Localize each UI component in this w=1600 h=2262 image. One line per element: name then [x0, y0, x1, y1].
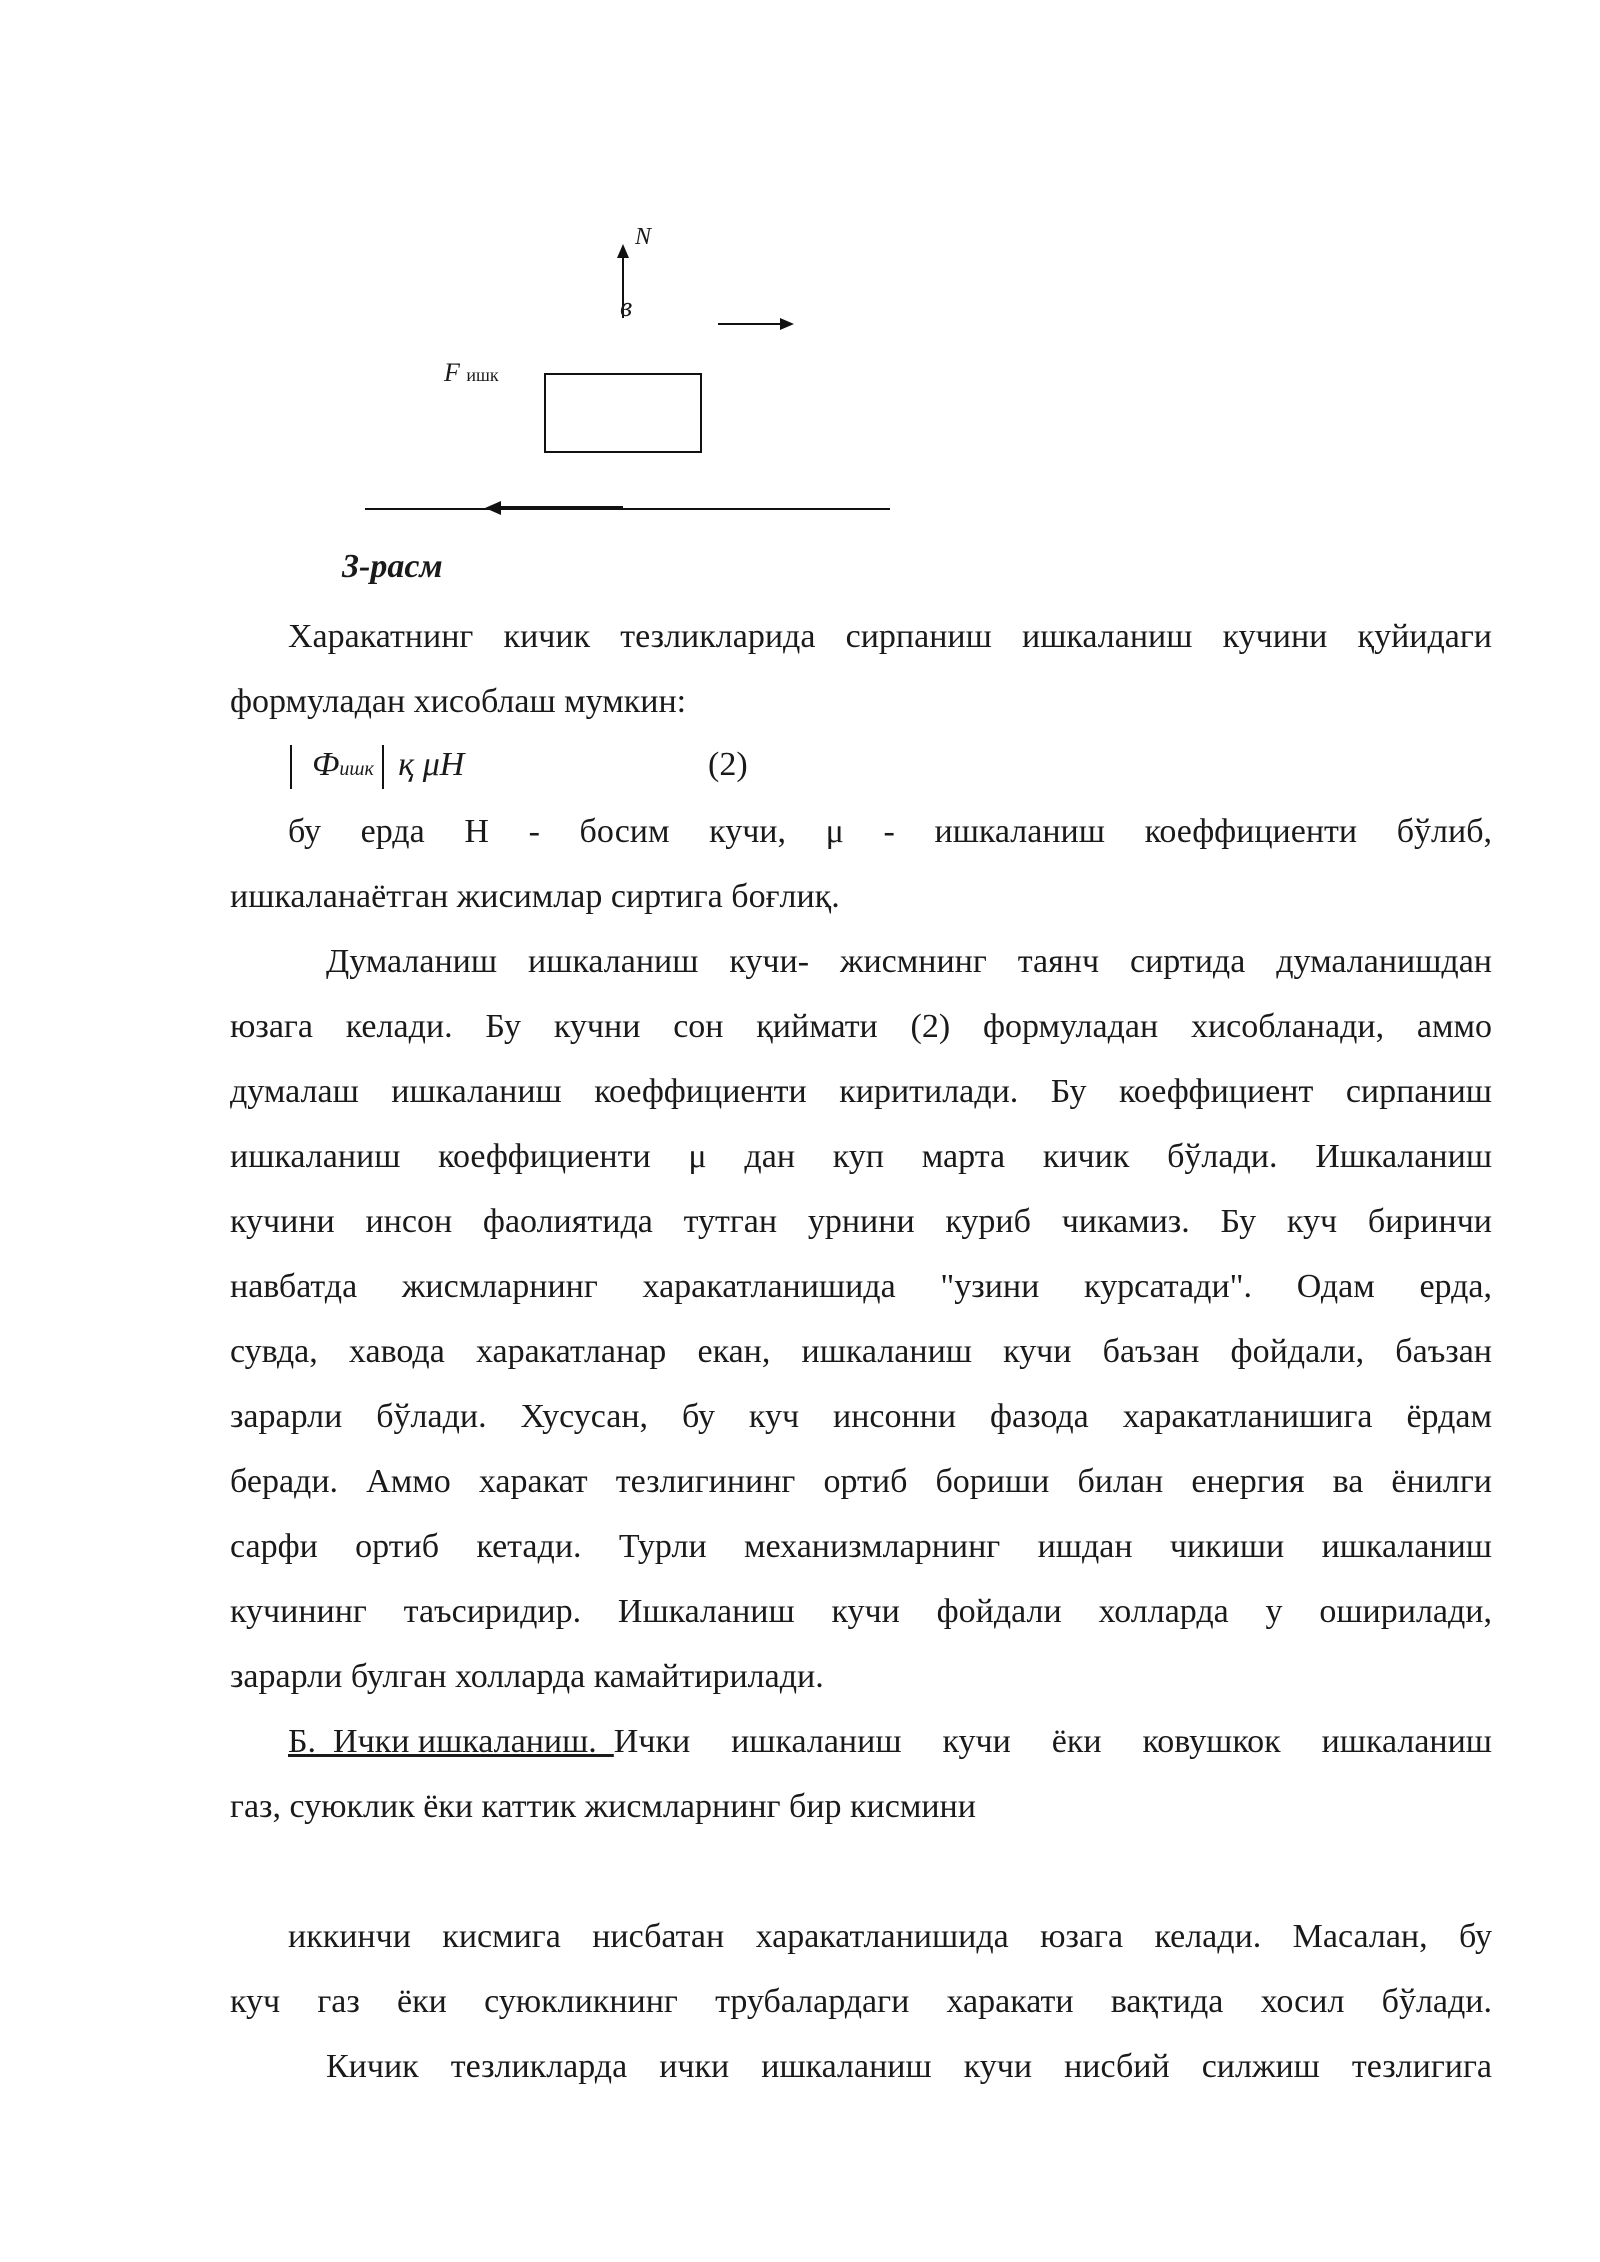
- text-line: зарарли бўлади. Хусусан, бу куч инсонни фазода харакатланишига ёрдам: [230, 1398, 1492, 1435]
- figure-caption: 3-расм: [342, 548, 443, 585]
- text-line: кучининг таъсиридир. Ишкаланиш кучи фойдали холларда у оширилади,: [230, 1593, 1492, 1630]
- text-line: Думаланиш ишкаланиш кучи- жисмнинг таянч сиртида думаланишдан: [326, 943, 1492, 980]
- section-b-text: Ички ишкаланиш кучи ёки ковушкок ишкаланиш: [613, 1723, 1492, 1760]
- text-line: Кичик тезликларда ички ишкаланиш кучи нисбий силжиш тезлигига: [326, 2048, 1492, 2085]
- friction-force-symbol: F: [444, 358, 460, 387]
- block: [545, 374, 701, 452]
- text-line: юзага келади. Бу кучни сон қиймати (2) формуладан хисобланади, аммо: [230, 1008, 1492, 1045]
- formula-subscript: ишк: [339, 758, 374, 780]
- normal-force-label: N: [635, 224, 652, 250]
- text-line: формуладан хисоблаш мумкин:: [230, 683, 687, 720]
- text-line: сувда, хавода харакатланар екан, ишкаланиш кучи баъзан фойдали, баъзан: [230, 1333, 1492, 1370]
- text-line: иккинчи кисмига нисбатан харакатланишида юзага келади. Масалан, бу: [288, 1918, 1492, 1955]
- text-line: беради. Аммо харакат тезлигининг ортиб бориши билан енергия ва ёнилги: [230, 1463, 1492, 1500]
- friction-force-label: [444, 360, 499, 386]
- formula-abs-bars: [290, 745, 384, 789]
- text-line: Харакатнинг кичик тезликларида сирпаниш ишкаланиш кучини қуйидаги: [288, 618, 1492, 655]
- text-line: зарарли булган холларда камайтирилади.: [230, 1658, 824, 1695]
- section-b-line: [288, 1722, 1492, 1762]
- text-line: газ, суюклик ёки каттик жисмларнинг бир кисмини: [230, 1788, 976, 1825]
- text-line: навбатда жисмларнинг харакатланишида "узини курсатади". Одам ерда,: [230, 1268, 1492, 1305]
- text-line: бу ерда Н - босим кучи, μ - ишкаланиш коеффициенти бўлиб,: [288, 813, 1492, 850]
- text-line: сарфи ортиб кетади. Турли механизмларнинг ишдан чикиши ишкаланиш: [230, 1528, 1492, 1565]
- friction-force-subscript: ишк: [466, 365, 499, 385]
- formula: [290, 745, 464, 789]
- friction-force-arrowhead: [485, 501, 501, 515]
- text-line: кучини инсон фаолиятида тутган урнини куриб чикамиз. Бу куч биринчи: [230, 1203, 1492, 1240]
- velocity-arrowhead: [780, 318, 794, 330]
- text-line: ишкаланаётган жисимлар сиртига боғлиқ.: [230, 878, 840, 915]
- diagram-drawing: [340, 210, 920, 540]
- friction-diagram: [340, 210, 920, 540]
- text-line: думалаш ишкаланиш коеффициенти киритилади. Бу коеффициент сирпаниш: [230, 1073, 1492, 1110]
- text-line: куч газ ёки суюкликнинг трубалардаги харакати вақтида хосил бўлади.: [230, 1983, 1492, 2020]
- formula-rhs: қ μН: [398, 746, 465, 783]
- formula-symbol: Ф: [312, 746, 340, 783]
- velocity-label: в: [620, 292, 633, 323]
- formula-number: (2): [708, 746, 748, 783]
- text-line: ишкаланиш коеффициенти μ дан куп марта кичик бўлади. Ишкаланиш: [230, 1138, 1492, 1175]
- section-b-heading: Б. Ички ишкаланиш.: [288, 1723, 614, 1760]
- normal-force-arrowhead: [617, 244, 629, 258]
